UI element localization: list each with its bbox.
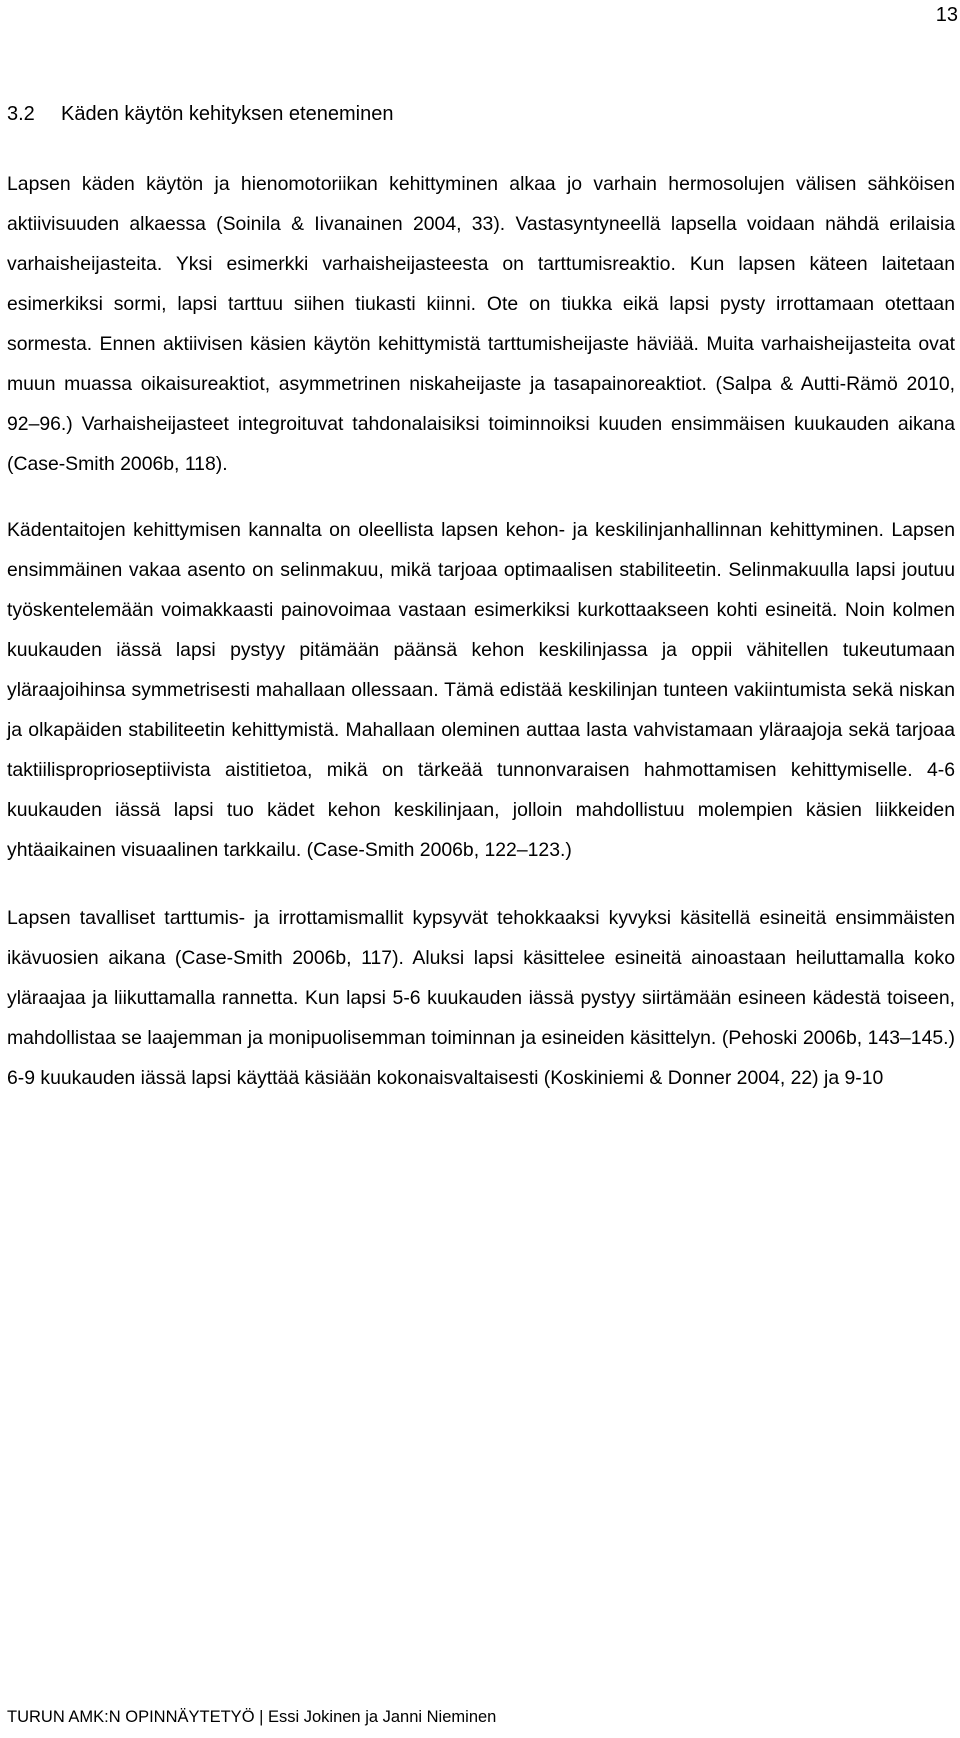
- paragraph: Lapsen käden käytön ja hienomotoriikan kehittyminen alkaa jo varhain hermosolujen välisen sähköisen aktiivisuuden alkaessa (Soinila & Iivanainen 2004, 33). Vastasyntyneellä lapsella voidaan nähdä erilaisia varhaisheijasteita. Yksi esimerkki varhaisheijasteesta on tarttumisreaktio. Kun lapsen käteen laitetaan esimerkiksi sormi, lapsi tarttuu siihen tiukasti kiinni. Ote on tiukka eikä lapsi pysty irrottamaan otettaan sormesta. Ennen aktiivisen käsien käytön kehittymistä tarttumisheijaste häviää. Muita varhaisheijasteita ovat muun muassa oikaisureaktiot, asymmetrinen niskaheijaste ja tasapainoreaktiot. (Salpa & Autti-Rämö 2010, 92–96.) Varhaisheijasteet integroituvat tahdonalaisiksi toiminnoiksi kuuden ensimmäisen kuukauden aikana (Case-Smith 2006b, 118).: [7, 173, 955, 475]
- page-footer: TURUN AMK:N OPINNÄYTETYÖ | Essi Jokinen ja Janni Nieminen: [7, 1708, 497, 1726]
- section-title: Käden käytön kehityksen eteneminen: [61, 103, 394, 125]
- section-heading: [7, 98, 955, 130]
- paragraph: Kädentaitojen kehittymisen kannalta on oleellista lapsen kehon- ja keskilinjanhallinnan kehittyminen. Lapsen ensimmäinen vakaa asento on selinmakuu, mikä tarjoaa optimaalisen stabiliteetin. Selinmakuulla lapsi joutuu työskentelemään voimakkaasti painovoimaa vastaan esimerkiksi kurkottaakseen kohti esineitä. Noin kolmen kuukauden iässä lapsi pystyy pitämään päänsä kehon keskilinjassa ja oppii vähitellen tukeutumaan yläraajoihinsa symmetrisesti mahallaan ollessaan. Tämä edistää keskilinjan tunteen vakiintumista sekä niskan ja olkapäiden stabiliteetin kehittymistä. Mahallaan oleminen auttaa lasta vahvistamaan yläraajoja sekä tarjoaa taktiilisproprioseptiivista aistitietoa, mikä on tärkeää tunnonvaraisen hahmottamisen kehittymiselle. 4-6 kuukauden iässä lapsi tuo kädet kehon keskilinjaan, jolloin mahdollistuu molempien käsien liikkeiden yhtäaikainen visuaalinen tarkkailu. (Case-Smith 2006b, 122–123.): [7, 519, 955, 861]
- paragraph: Lapsen tavalliset tarttumis- ja irrottamismallit kypsyvät tehokkaaksi kyvyksi käsitellä esineitä ensimmäisten ikävuosien aikana (Case-Smith 2006b, 117). Aluksi lapsi käsittelee esineitä ainoastaan heiluttamalla koko yläraajaa ja liikuttamalla rannetta. Kun lapsi 5-6 kuukauden iässä pystyy siirtämään esineen kädestä toiseen, mahdollistaa se laajemman ja monipuolisemman toiminnan ja esineiden käsittelyn. (Pehoski 2006b, 143–145.) 6-9 kuukauden iässä lapsi käyttää käsiään kokonaisvaltaisesti (Koskiniemi & Donner 2004, 22) ja 9-10: [7, 907, 955, 1089]
- section-number: 3.2: [7, 103, 35, 125]
- document-body: [7, 98, 955, 1098]
- page-number: 13: [935, 4, 958, 26]
